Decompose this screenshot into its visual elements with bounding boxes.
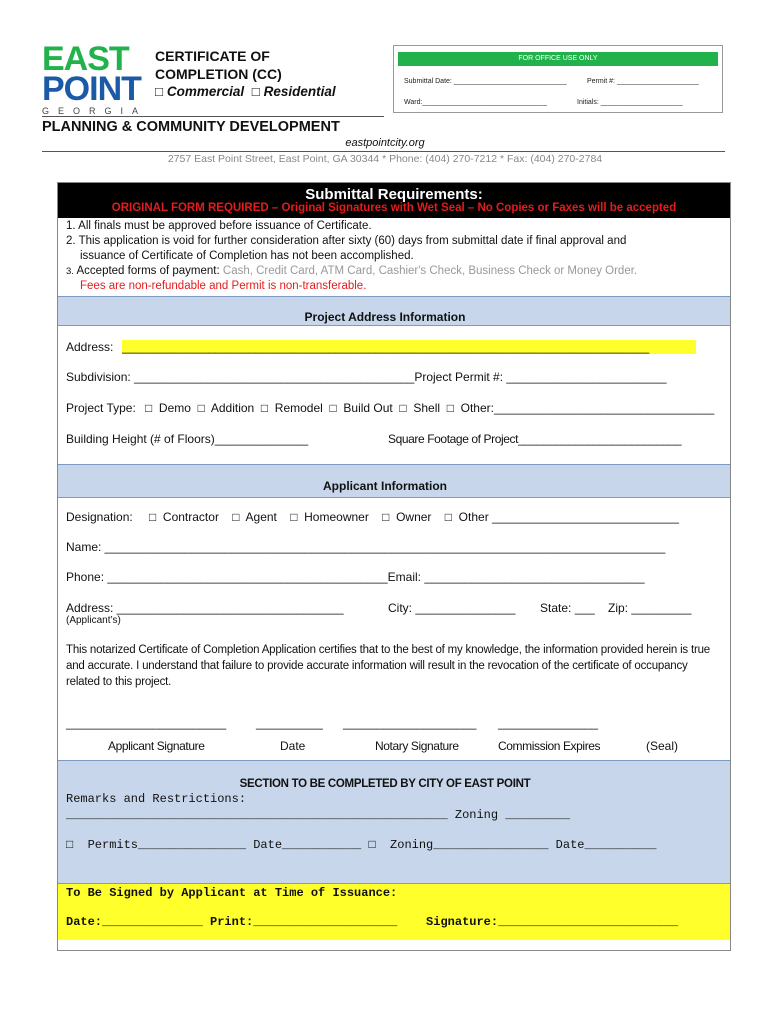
form-title [155,47,336,101]
square-footage-field[interactable]: Square Footage of Project__________________________ [388,432,682,446]
residential-checkbox[interactable]: □ Residential [251,84,336,99]
title-line2: COMPLETION (CC) [155,66,282,82]
commission-expires-line[interactable]: _______________ [498,716,599,730]
remarks-label: Remarks and Restrictions: [66,792,247,806]
office-use-header: FOR OFFICE USE ONLY [398,52,718,66]
submittal-date-field[interactable]: Submittal Date: _____________________________ [404,78,567,85]
seal-label: (Seal) [646,739,679,753]
designation-label: Designation: [66,510,133,524]
date-line[interactable]: __________ [256,716,323,730]
requirement-2-cont: issuance of Certificate of Completion has not been accomplished. [80,250,414,262]
submittal-title: Submittal Requirements: [305,186,483,203]
commercial-checkbox[interactable]: □ Commercial [155,84,245,99]
original-form-warning: ORIGINAL FORM REQUIRED – Original Signatures with Wet Seal – No Copies or Faxes will be accepted [111,202,677,214]
zip-field[interactable]: Zip: _________ [608,601,692,615]
submittal-header [58,183,730,218]
issuance-title: To Be Signed by Applicant at Time of Issuance: [66,886,398,900]
project-type-label: Project Type: [66,401,136,415]
issuance-fields[interactable]: Date:______________ Print:____________________ Signature:_________________________ [66,915,679,929]
requirement-1: 1. All finals must be approved before issuance of Certificate. [66,220,372,232]
logo-georgia: GEORGIA [42,106,148,116]
notary-signature-label: Notary Signature [375,739,459,753]
title-line1: CERTIFICATE OF [155,48,270,64]
applicant-signature-line[interactable]: ________________________ [66,716,227,730]
name-field[interactable]: Name: ____________________________________________________________________________________ [66,540,666,554]
subdivision-permit-row[interactable]: Subdivision: __________________________________________Project Permit #: ________________________ [66,370,667,384]
department-name: PLANNING & COMMUNITY DEVELOPMENT [42,119,340,135]
notary-signature-line[interactable]: ____________________ [343,716,477,730]
applicant-header: Applicant Information [323,479,447,493]
title-divider [42,116,384,117]
city-field[interactable]: City: _______________ [388,601,516,615]
website: eastpointcity.org [345,137,425,149]
project-header: Project Address Information [304,310,466,324]
fees-notice: Fees are non-refundable and Permit is non-transferable. [80,280,367,292]
logo-east: EAST [42,40,129,78]
address-label: Address: [66,340,114,354]
phone-email-row[interactable]: Phone: __________________________________________Email: _________________________________ [66,570,645,584]
certification-statement: This notarized Certificate of Completion Application certifies that to the best of my knowledge, the information provided herein is true and accurate. I understand that failure to provide accurate information will result in the revocation of the certificate of occupancy related to this project. [66,644,710,688]
requirement-3 [66,264,637,279]
commission-expires-label: Commission Expires [498,739,601,753]
applicant-signature-label: Applicant Signature [108,739,205,753]
logo-point: POINT [42,70,141,108]
date-label: Date [280,739,306,753]
permits-zoning-row[interactable]: □ Permits_______________ Date___________ □ Zoning________________ Date__________ [66,838,657,852]
requirement-3-number: 3. [66,266,74,277]
office-use-box [393,45,723,113]
remarks-zoning-line[interactable]: _____________________________________________________ Zoning _________ [66,808,571,822]
initials-field[interactable]: Initials: _____________________ [577,99,683,106]
east-point-logo [42,40,148,116]
office-permit-field[interactable]: Permit #: _____________________ [587,78,699,85]
ward-field[interactable]: Ward:________________________________ [404,99,547,106]
state-field[interactable]: State: ___ [540,601,595,615]
project-type-options[interactable]: □ Demo □ Addition □ Remodel □ Build Out □ Shell □ Other:_________________________________ [145,401,715,415]
designation-options[interactable]: □ Contractor □ Agent □ Homeowner □ Owner □ Other ____________________________ [149,510,679,524]
payment-label: Accepted forms of payment: [76,265,220,277]
applicant-address-field[interactable]: Address: __________________________________ [66,601,344,615]
project-address-input[interactable]: _______________________________________________________________________________ [122,340,696,354]
payment-forms: Cash, Credit Card, ATM Card, Cashier's Check, Business Check or Money Order. [222,265,638,277]
header-divider [42,151,725,152]
requirement-2: 2. This application is void for further consideration after sixty (60) days from submittal date if final approval and [66,235,627,247]
department-address: 2757 East Point Street, East Point, GA 30344 * Phone: (404) 270-7212 * Fax: (404) 270-2784 [167,153,603,165]
building-height-field[interactable]: Building Height (# of Floors)______________ [66,432,309,446]
applicants-note: (Applicant’s) [66,615,121,626]
city-section-header: SECTION TO BE COMPLETED BY CITY OF EAST POINT [239,778,531,790]
